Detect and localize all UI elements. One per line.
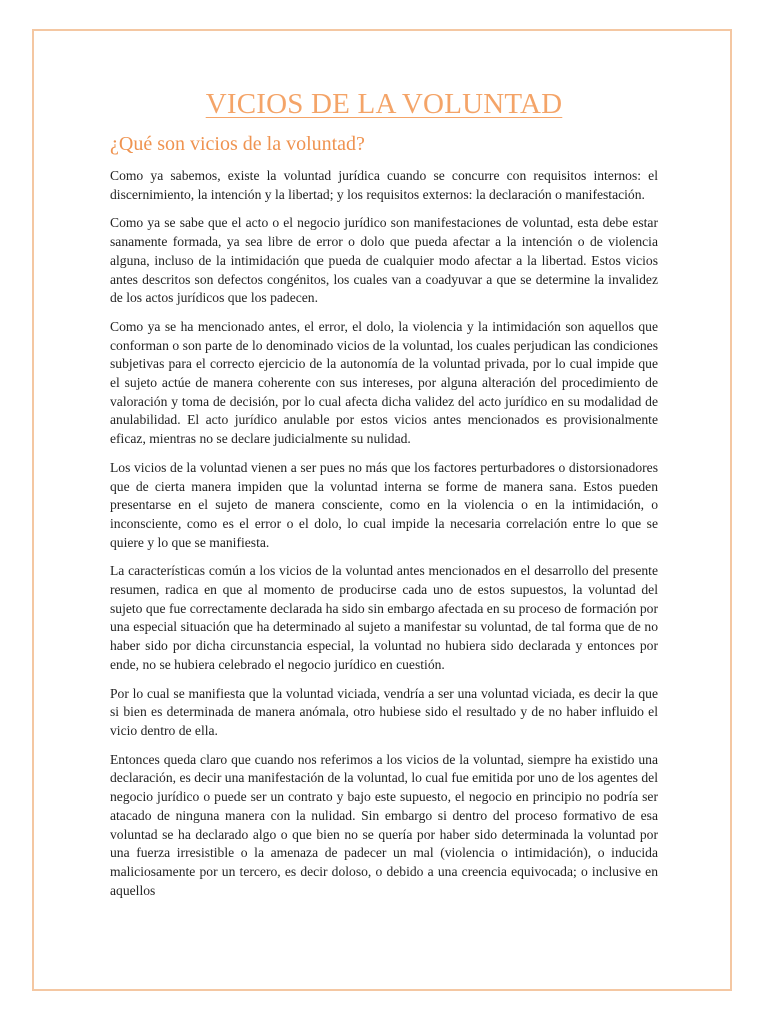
paragraph: Por lo cual se manifiesta que la voluntad viciada, vendría a ser una voluntad viciada, es decir la que si bien es determinada de manera anómala, otro hubiese sido el resultado y de no haber influido el vicio dentro de ella.: [110, 685, 658, 738]
document-title: VICIOS DE LA VOLUNTAD: [205, 88, 563, 120]
section-heading: ¿Qué son vicios de la voluntad?: [110, 133, 365, 155]
paragraph: Como ya se ha mencionado antes, el error, el dolo, la violencia y la intimidación son aquellos que conforman o son parte de lo denominado vicios de la voluntad, los cuales perjudican las condiciones subjetivas para el correcto ejercicio de la autonomía de la voluntad privada, por lo cual impide que el sujeto actúe de manera coherente con sus intereses, por alguna alteración del procedimiento de valoración y toma de decisión, por lo cual afecta dicha validez del acto jurídico en su modalidad de anulabilidad. El acto jurídico anulable por estos vicios antes mencionados es provisionalmente eficaz, mientras no se declare judicialmente su nulidad.: [110, 318, 658, 447]
paragraph: La características común a los vicios de la voluntad antes mencionados en el desarrollo del presente resumen, radica en que al momento de producirse cada uno de estos supuestos, la voluntad del sujeto que fue correctamente declarada ha sido sin embargo afectada en su proceso de formación por una especial situación que ha determinado al sujeto a manifestar su voluntad, de tal forma que de no haber sido por dicha circunstancia especial, la voluntad no hubiera sido declarada y entonces por ende, no se hubiera celebrado el negocio jurídico en cuestión.: [110, 563, 658, 672]
paragraph: Como ya sabemos, existe la voluntad jurídica cuando se concurre con requisitos internos: el discernimiento, la intención y la libertad; y los requisitos externos: la declaración o manifestación.: [110, 168, 658, 202]
document-content: [110, 86, 658, 910]
paragraph: Como ya se sabe que el acto o el negocio jurídico son manifestaciones de voluntad, esta debe estar sanamente formada, ya sea libre de error o dolo que pueda afectar a la intención o de violencia alguna, incluso de la intimidación que pueda de cualquier modo afectar a la libertad. Estos vicios antes descritos son defectos congénitos, los cuales van a coadyuvar a que se determine la invalidez de los actos jurídicos que los padecen.: [110, 215, 658, 306]
paragraph: Entonces queda claro que cuando nos referimos a los vicios de la voluntad, siempre ha existido una declaración, es decir una manifestación de la voluntad, lo cual fue emitida por uno de los agentes del negocio jurídico o puede ser un contrato y bajo este supuesto, el negocio en principio no podría ser atacado de ninguna manera con la nulidad. Sin embargo si dentro del proceso formativo de esa voluntad se ha declarado algo o que bien no se quería por haber sido determinada la voluntad por una fuerza irresistible o la amenaza de padecer un mal (violencia o intimidación), o inducida maliciosamente por un tercero, es decir doloso, o debido a una creencia equivocada; o inclusive en aquellos: [110, 751, 658, 898]
paragraph: Los vicios de la voluntad vienen a ser pues no más que los factores perturbadores o distorsionadores que de cierta manera impiden que la voluntad interna se forme de manera sana. Estos pueden presentarse en el sujeto de manera consciente, como en la violencia o en la intimidación, o inconsciente, como es el error o el dolo, lo cual impide la necesaria correlación entre lo que se quiere y lo que se manifiesta.: [110, 459, 658, 550]
